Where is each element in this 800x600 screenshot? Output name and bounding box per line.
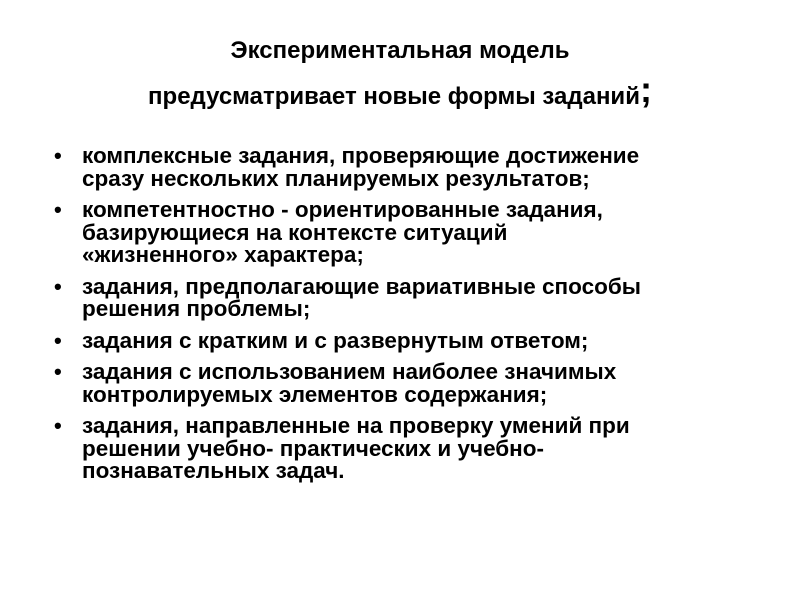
- bullet-icon: •: [54, 359, 62, 384]
- bullet-list: [52, 145, 772, 492]
- title-line-2: [0, 69, 800, 120]
- bullet-icon: •: [54, 197, 62, 222]
- bullet-item-4: [52, 327, 772, 353]
- bullet-item-3: [52, 273, 772, 321]
- bullet-line: задания с кратким и с развернутым ответом;: [82, 327, 589, 353]
- bullet-line: «жизненного» характера;: [82, 242, 364, 267]
- slide-title: [0, 28, 800, 120]
- bullet-line: познавательных задач.: [82, 458, 345, 483]
- bullet-line: задания, предполагающие вариативные способы: [82, 273, 641, 299]
- bullet-line: базирующиеся на контексте ситуаций: [82, 219, 508, 245]
- bullet-item-6: [52, 415, 772, 483]
- title-semicolon: ;: [639, 69, 652, 110]
- bullet-line: контролируемых элементов содержания;: [82, 381, 548, 407]
- bullet-line: задания с использованием наиболее значимых: [82, 359, 617, 384]
- bullet-item-1: [52, 145, 772, 190]
- bullet-line: сразу нескольких планируемых результатов;: [82, 165, 590, 191]
- bullet-icon: •: [54, 327, 62, 353]
- bullet-item-5: [52, 361, 772, 406]
- bullet-icon: •: [54, 413, 62, 438]
- bullet-item-2: [52, 199, 772, 267]
- bullet-line: комплексные задания, проверяющие достижение: [82, 143, 640, 168]
- bullet-line: решении учебно- практических и учебно-: [82, 435, 545, 461]
- bullet-line: решения проблемы;: [82, 296, 311, 321]
- bullet-icon: •: [54, 273, 62, 299]
- bullet-line: компетентностно - ориентированные задания,: [82, 197, 603, 222]
- title-line-1: Экспериментальная модель: [230, 37, 570, 64]
- bullet-line: задания, направленные на проверку умений при: [82, 413, 630, 438]
- bullet-icon: •: [54, 143, 62, 168]
- title-line-2-text: предусматривает новые формы заданий: [148, 83, 640, 110]
